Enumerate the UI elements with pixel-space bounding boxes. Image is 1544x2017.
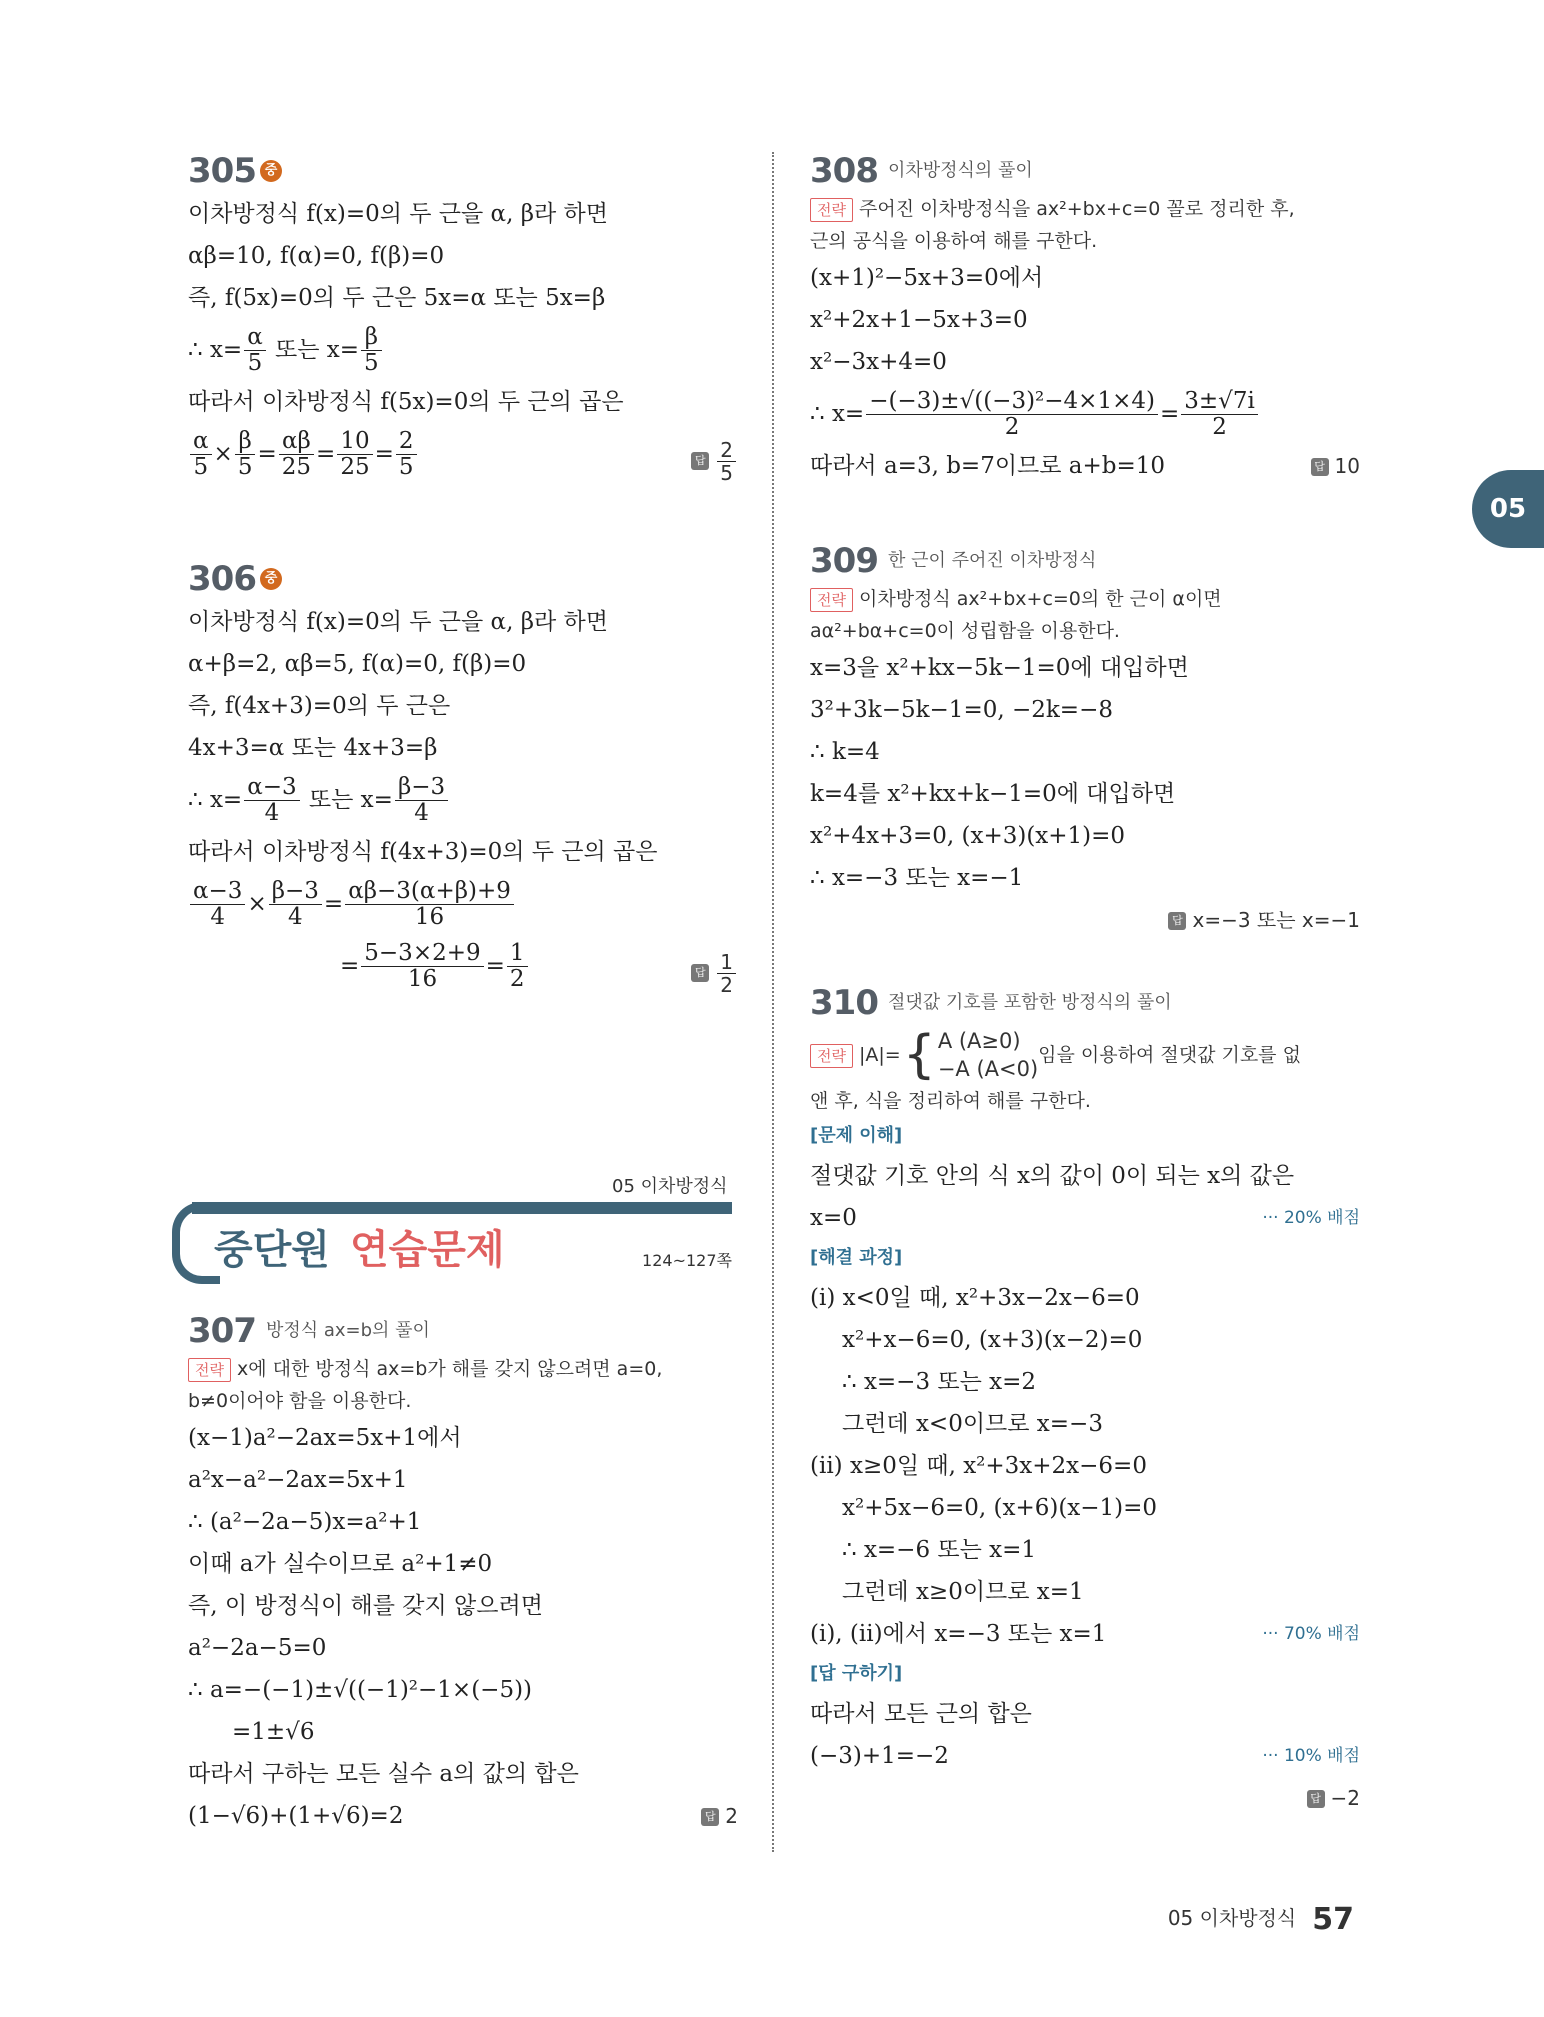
- strategy-line: 근의 공식을 이용하여 해를 구한다.: [810, 229, 1098, 252]
- section-heading: [답 구하기]: [810, 1662, 903, 1684]
- solution-line: ∴ (a²−2a−5)x=a²+1: [188, 1508, 422, 1535]
- answer-line: [810, 899, 1360, 941]
- numerator: α−3: [244, 775, 299, 801]
- solution-line: x²−3x+4=0: [810, 348, 947, 375]
- strategy-text: 주어진 이차방정식을 ax²+bx+c=0 꼴로 정리한 후,: [858, 197, 1295, 220]
- solution-line: 따라서 모든 근의 합은: [810, 1700, 1032, 1727]
- strategy-line: [810, 193, 1360, 225]
- text: ∴ x=: [188, 336, 243, 363]
- strategy-line: [810, 583, 1360, 615]
- solution-line: 즉, f(5x)=0의 두 근은 5x=α 또는 5x=β: [188, 284, 606, 311]
- level-badge: 중: [260, 568, 282, 590]
- solution-line: 이차방정식 f(x)=0의 두 근을 α, β라 하면: [188, 200, 608, 227]
- denominator: 25: [281, 454, 312, 480]
- fraction: [345, 879, 514, 931]
- solution-line: a²−2a−5=0: [188, 1634, 327, 1661]
- solution-line: [810, 1613, 1360, 1655]
- page-range: 124~127쪽: [642, 1251, 732, 1270]
- brace: {: [902, 1025, 936, 1085]
- level-badge: 중: [260, 160, 282, 182]
- problem-number: 306: [188, 558, 256, 599]
- solution-line: 즉, 이 방정식이 해를 갖지 않으려면: [188, 1592, 543, 1619]
- solution-line: [810, 383, 1360, 445]
- strategy-line: [188, 1353, 738, 1385]
- denominator: 2: [1212, 414, 1227, 440]
- solution-line: x²+x−6=0, (x+3)(x−2)=0: [842, 1326, 1143, 1353]
- case-line: −A (A<0): [937, 1057, 1039, 1081]
- problem-number: 310: [810, 982, 878, 1023]
- solution-line: [188, 319, 738, 381]
- section-banner: [172, 1196, 732, 1280]
- numerator: 1: [507, 941, 528, 967]
- answer-icon: 답: [701, 1808, 719, 1826]
- denominator: 2: [509, 966, 525, 992]
- strategy-text: |A|=: [858, 1043, 901, 1066]
- solution-line: ∴ x=−3 또는 x=−1: [810, 864, 1024, 891]
- numerator: αβ−3(α+β)+9: [345, 879, 514, 905]
- problem-topic: 절댓값 기호를 포함한 방정식의 풀이: [887, 991, 1172, 1013]
- answer: [1168, 899, 1360, 941]
- operator: =: [485, 952, 505, 979]
- strategy-line: aα²+bα+c=0이 성립함을 이용한다.: [810, 619, 1120, 642]
- denominator: 5: [720, 460, 733, 485]
- fraction: [507, 941, 528, 993]
- strategy-line: b≠0이어야 함을 이용한다.: [188, 1389, 412, 1412]
- answer-icon: 답: [1168, 912, 1186, 930]
- denominator: 5: [193, 454, 209, 480]
- solution-line: 그런데 x<0이므로 x=−3: [842, 1410, 1103, 1437]
- solution-line: ∴ a=−(−1)±√((−1)²−1×(−5)): [188, 1676, 533, 1703]
- fraction: [396, 429, 417, 481]
- operator: =: [316, 440, 336, 467]
- answer-value: 2: [725, 1803, 738, 1828]
- denominator: 16: [414, 904, 445, 930]
- cases: [938, 1027, 1038, 1083]
- chapter-tab: 05: [1472, 470, 1544, 548]
- strategy-line: [810, 1025, 1360, 1085]
- score-note: ··· 10% 배점: [1262, 1745, 1360, 1766]
- fraction: [279, 429, 314, 481]
- solution-line: x²+2x+1−5x+3=0: [810, 306, 1028, 333]
- denominator: 4: [414, 800, 429, 826]
- numerator: β−3: [269, 879, 322, 905]
- case-line: A (A≥0): [937, 1029, 1021, 1053]
- answer: [691, 429, 738, 491]
- footer-chapter: 05 이차방정식: [1167, 1906, 1297, 1930]
- fraction: [395, 775, 448, 827]
- fraction: [269, 879, 322, 931]
- answer-icon: 답: [691, 452, 709, 470]
- numerator: α−3: [190, 879, 245, 905]
- fraction: [337, 429, 372, 481]
- denominator: 4: [264, 800, 280, 826]
- solution-line: (ii) x≥0일 때, x²+3x+2x−6=0: [810, 1452, 1147, 1479]
- strategy-tag: 전략: [810, 588, 853, 612]
- numerator: β−3: [395, 775, 448, 801]
- numerator: 10: [337, 429, 372, 455]
- answer-icon: 답: [1307, 1790, 1325, 1808]
- solution-line: a²x−a²−2ax=5x+1: [188, 1466, 408, 1493]
- banner-curve: [172, 1202, 220, 1284]
- denominator: 2: [720, 972, 733, 997]
- solution-line: α+β=2, αβ=5, f(α)=0, f(β)=0: [188, 650, 527, 677]
- problem-308: [810, 148, 1360, 487]
- operator: =: [323, 890, 344, 917]
- problem-number: 308: [810, 150, 878, 191]
- numerator: −(−3)±√((−3)²−4×1×4): [866, 389, 1158, 415]
- problem-number: 309: [810, 540, 878, 581]
- numerator: αβ: [279, 429, 314, 455]
- problem-310: [810, 980, 1360, 1819]
- solution-line: [810, 445, 1360, 487]
- problem-topic: 한 근이 주어진 이차방정식: [887, 549, 1097, 571]
- operator: ×: [213, 440, 233, 467]
- numerator: β: [235, 429, 256, 455]
- solution-line: x=3을 x²+kx−5k−1=0에 대입하면: [810, 654, 1189, 681]
- denominator: 25: [340, 454, 370, 480]
- operator: =: [340, 952, 360, 979]
- answer-icon: 답: [691, 964, 709, 982]
- solution-line: 3²+3k−5k−1=0, −2k=−8: [810, 696, 1113, 723]
- answer-value: −2: [1330, 1785, 1360, 1810]
- solution-line: 절댓값 기호 안의 식 x의 값이 0이 되는 x의 값은: [810, 1162, 1295, 1189]
- problem-306: [188, 556, 738, 997]
- numerator: 1: [717, 951, 736, 974]
- denominator: 2: [1004, 414, 1020, 440]
- solution-line: [188, 1795, 738, 1837]
- solution-line: [810, 1197, 1360, 1239]
- solution-line: (x−1)a²−2ax=5x+1에서: [188, 1424, 462, 1451]
- problem-number: 307: [188, 1310, 256, 1351]
- solution-line: ∴ k=4: [810, 738, 880, 765]
- operator: =: [257, 440, 277, 467]
- solution-line: x²+5x−6=0, (x+6)(x−1)=0: [842, 1494, 1158, 1521]
- fraction: [361, 325, 382, 377]
- solution-line: [188, 935, 738, 997]
- problem-309: [810, 538, 1360, 941]
- score-note: ··· 70% 배점: [1262, 1623, 1360, 1644]
- problem-307: [188, 1308, 738, 1837]
- denominator: 4: [210, 904, 226, 930]
- chapter-label: 05 이차방정식: [612, 1176, 728, 1197]
- section-heading: [문제 이해]: [810, 1124, 903, 1146]
- text: 또는 x=: [301, 786, 393, 813]
- answer-value: x=−3 또는 x=−1: [1192, 907, 1360, 932]
- fraction: [1181, 389, 1258, 441]
- answer-icon: 답: [1311, 458, 1329, 476]
- solution-line: αβ=10, f(α)=0, f(β)=0: [188, 242, 445, 269]
- text: (1−√6)+(1+√6)=2: [188, 1802, 404, 1829]
- answer: [691, 941, 738, 1003]
- text: 따라서 a=3, b=7이므로 a+b=10: [810, 452, 1166, 479]
- strategy-text: 임을 이용하여 절댓값 기호를 없: [1038, 1043, 1301, 1066]
- answer-line: [810, 1777, 1360, 1819]
- page-footer: [1168, 1902, 1354, 1937]
- strategy-text: x에 대한 방정식 ax=b가 해를 갖지 않으려면 a=0,: [236, 1357, 663, 1380]
- denominator: 16: [407, 966, 438, 992]
- solution-line: 즉, f(4x+3)=0의 두 근은: [188, 692, 451, 719]
- solution-line: [810, 1735, 1360, 1777]
- solution-line: [188, 769, 738, 831]
- denominator: 5: [364, 350, 379, 376]
- solution-line: (x+1)²−5x+3=0에서: [810, 264, 1044, 291]
- text: 또는 x=: [267, 336, 360, 363]
- denominator: 5: [398, 454, 414, 480]
- answer: [701, 1795, 738, 1837]
- solution-line: 따라서 구하는 모든 실수 a의 값의 합은: [188, 1760, 579, 1787]
- strategy-tag: 전략: [188, 1358, 231, 1382]
- text: ∴ x=: [810, 400, 865, 427]
- solution-line: 이때 a가 실수이므로 a²+1≠0: [188, 1550, 493, 1577]
- answer: [1311, 445, 1360, 487]
- fraction: [190, 879, 245, 931]
- page-number: 57: [1312, 1902, 1354, 1937]
- solution-line: =1±√6: [232, 1718, 315, 1745]
- solution-line: 4x+3=α 또는 4x+3=β: [188, 734, 438, 761]
- solution-line: 따라서 이차방정식 f(5x)=0의 두 근의 곱은: [188, 388, 624, 415]
- numerator: 3±√7i: [1181, 389, 1258, 415]
- answer-value: 10: [1334, 453, 1360, 478]
- solution-line: 이차방정식 f(x)=0의 두 근을 α, β라 하면: [188, 608, 608, 635]
- fraction: [717, 439, 736, 484]
- operator: =: [374, 440, 394, 467]
- solution-line: 따라서 이차방정식 f(4x+3)=0의 두 근의 곱은: [188, 838, 658, 865]
- denominator: 5: [237, 454, 253, 480]
- text: ∴ x=: [188, 786, 243, 813]
- solution-line: k=4를 x²+kx+k−1=0에 대입하면: [810, 780, 1176, 807]
- section-heading: [해결 과정]: [810, 1246, 903, 1268]
- fraction: [717, 951, 736, 996]
- solution-line: x²+4x+3=0, (x+3)(x+1)=0: [810, 822, 1126, 849]
- operator: ×: [247, 890, 267, 917]
- solution-line: 그런데 x≥0이므로 x=1: [842, 1578, 1084, 1605]
- solution-line: (i) x<0일 때, x²+3x−2x−6=0: [810, 1284, 1140, 1311]
- numerator: α: [244, 325, 266, 351]
- strategy-text: 이차방정식 ax²+bx+c=0의 한 근이 α이면: [858, 587, 1222, 610]
- strategy-line: 앤 후, 식을 정리하여 해를 구한다.: [810, 1089, 1091, 1112]
- problem-305: [188, 148, 738, 485]
- text: (−3)+1=−2: [810, 1742, 949, 1769]
- fraction: [361, 941, 483, 993]
- numerator: 2: [717, 439, 736, 462]
- fraction: [190, 429, 212, 481]
- answer: [1307, 1777, 1360, 1819]
- solution-line: [188, 873, 738, 935]
- problem-topic: 이차방정식의 풀이: [887, 159, 1033, 181]
- banner-title-main: 중단원: [214, 1227, 330, 1273]
- numerator: α: [190, 429, 212, 455]
- banner-band: [192, 1202, 732, 1214]
- column-divider: [772, 152, 774, 1852]
- operator: =: [1159, 400, 1180, 427]
- solution-line: [188, 423, 738, 485]
- numerator: β: [361, 325, 382, 351]
- fraction: [244, 775, 299, 827]
- score-note: ··· 20% 배점: [1262, 1207, 1360, 1228]
- solution-line: ∴ x=−6 또는 x=1: [842, 1536, 1037, 1563]
- numerator: 2: [396, 429, 417, 455]
- text: x=0: [810, 1204, 857, 1231]
- problem-number: 305: [188, 150, 256, 191]
- strategy-tag: 전략: [810, 198, 853, 222]
- fraction: [244, 325, 266, 377]
- fraction: [866, 389, 1158, 441]
- text: (i), (ii)에서 x=−3 또는 x=1: [810, 1620, 1107, 1647]
- numerator: 5−3×2+9: [361, 941, 483, 967]
- denominator: 4: [288, 904, 303, 930]
- solution-line: ∴ x=−3 또는 x=2: [842, 1368, 1037, 1395]
- fraction: [235, 429, 256, 481]
- strategy-tag: 전략: [810, 1044, 853, 1068]
- banner-title-accent: 연습문제: [350, 1227, 505, 1273]
- denominator: 5: [247, 350, 263, 376]
- problem-topic: 방정식 ax=b의 풀이: [265, 1319, 430, 1341]
